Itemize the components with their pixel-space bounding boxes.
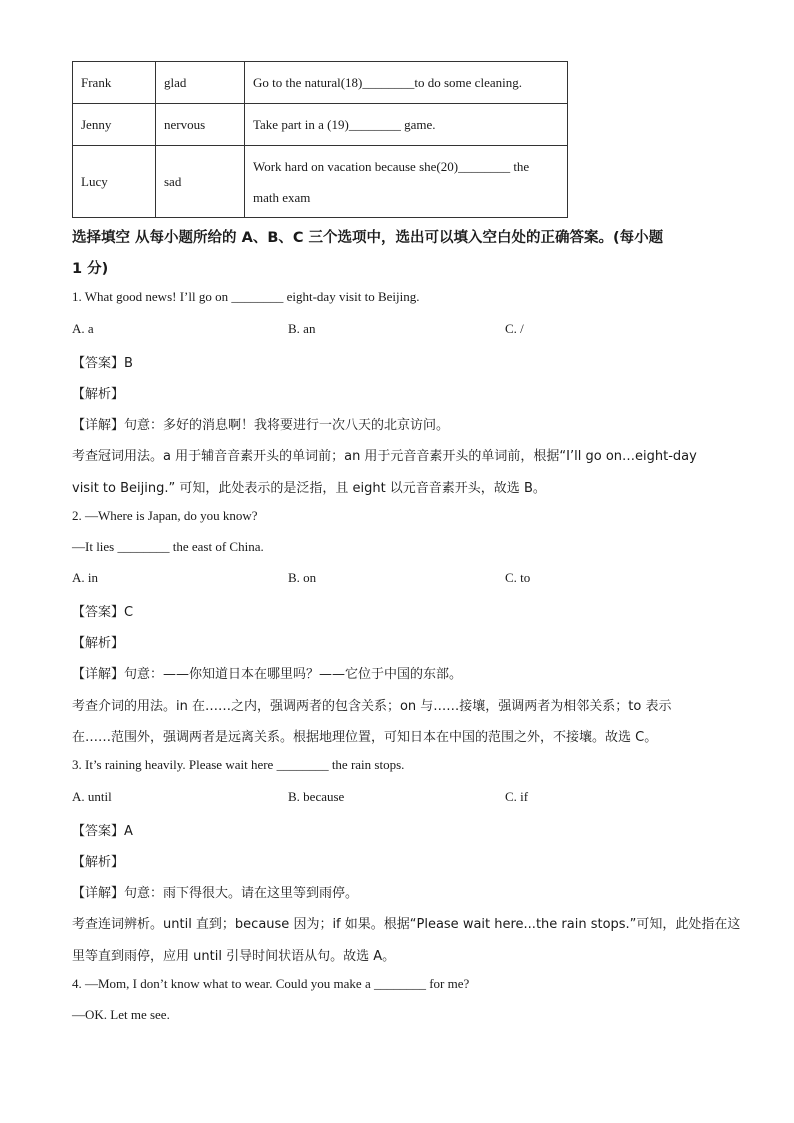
- q3-analysis: 【解析】: [72, 855, 125, 870]
- q3-explanation-cont: 里等直到雨停，应用 until 引导时间状语从句。故选 A。: [72, 949, 396, 964]
- table-row: [73, 104, 568, 146]
- question-4-stem: 4. —Mom, I don’t know what to wear. Could you make a ________ for me?: [72, 976, 470, 991]
- feeling-cell: glad: [156, 62, 245, 104]
- q3-answer: 【答案】A: [72, 824, 133, 839]
- plan-line: math exam: [253, 189, 311, 205]
- q1-answer: 【答案】B: [72, 356, 133, 371]
- question-2-stem: 2. —Where is Japan, do you know?: [72, 508, 258, 523]
- plan-cell: Go to the natural(18)________to do some cleaning.: [245, 62, 568, 104]
- q2-answer: 【答案】C: [72, 605, 134, 620]
- plan-cell: Take part in a (19)________ game.: [245, 104, 568, 146]
- q1-explanation: 考查冠词用法。a 用于辅音音素开头的单词前；an 用于元音音素开头的单词前，根据“I’ll go on…eight-day: [72, 449, 697, 464]
- plan-line: Work hard on vacation because she(20)________ the: [253, 158, 530, 174]
- q1-analysis: 【解析】: [72, 387, 125, 402]
- q2-explanation-cont: 在……范围外，强调两者是远离关系。根据地理位置，可知日本在中国的范围之外，不接壤。故选 C。: [72, 730, 658, 745]
- name-cell: Jenny: [73, 104, 156, 146]
- section-heading: 选择填空 从每小题所给的 A、B、C 三个选项中，选出可以填入空白处的正确答案。(每小题: [72, 230, 664, 246]
- q3-option-a: A. until: [72, 789, 112, 804]
- info-table: [72, 61, 568, 218]
- q1-detail: 【详解】句意：多好的消息啊！我将要进行一次八天的北京访问。: [72, 418, 450, 433]
- q1-option-b: B. an: [288, 321, 316, 336]
- question-1-stem: 1. What good news! I’ll go on ________ eight-day visit to Beijing.: [72, 289, 420, 304]
- q2-option-a: A. in: [72, 570, 98, 585]
- table-row: [73, 62, 568, 104]
- q1-option-a: A. a: [72, 321, 94, 336]
- question-3-stem: 3. It’s raining heavily. Please wait here ________ the rain stops.: [72, 757, 405, 772]
- q3-explanation: 考查连词辨析。until 直到；because 因为；if 如果。根据“Please wait here...the rain stops.”可知，此处指在这: [72, 917, 741, 932]
- q1-option-c: C. /: [505, 321, 524, 336]
- plan-cell: [245, 146, 568, 218]
- q2-analysis: 【解析】: [72, 636, 125, 651]
- q2-option-b: B. on: [288, 570, 317, 585]
- feeling-cell: nervous: [156, 104, 245, 146]
- q2-explanation: 考查介词的用法。in 在……之内，强调两者的包含关系；on 与……接壤，强调两者为相邻关系；to 表示: [72, 699, 672, 714]
- q2-option-c: C. to: [505, 570, 531, 585]
- question-4-stem-reply: —OK. Let me see.: [72, 1007, 170, 1022]
- q2-detail: 【详解】句意：——你知道日本在哪里吗？——它位于中国的东部。: [72, 667, 463, 682]
- question-2-stem-reply: —It lies ________ the east of China.: [72, 539, 264, 554]
- q3-option-b: B. because: [288, 789, 345, 804]
- feeling-cell: sad: [156, 146, 245, 218]
- section-heading-cont: 1 分): [72, 261, 109, 277]
- q1-explanation-cont: visit to Beijing.” 可知，此处表示的是泛指，且 eight 以元音音素开头，故选 B。: [72, 481, 546, 496]
- name-cell: Frank: [73, 62, 156, 104]
- table-row: [73, 146, 568, 218]
- name-cell: Lucy: [73, 146, 156, 218]
- q3-option-c: C. if: [505, 789, 529, 804]
- q3-detail: 【详解】句意：雨下得很大。请在这里等到雨停。: [72, 886, 359, 901]
